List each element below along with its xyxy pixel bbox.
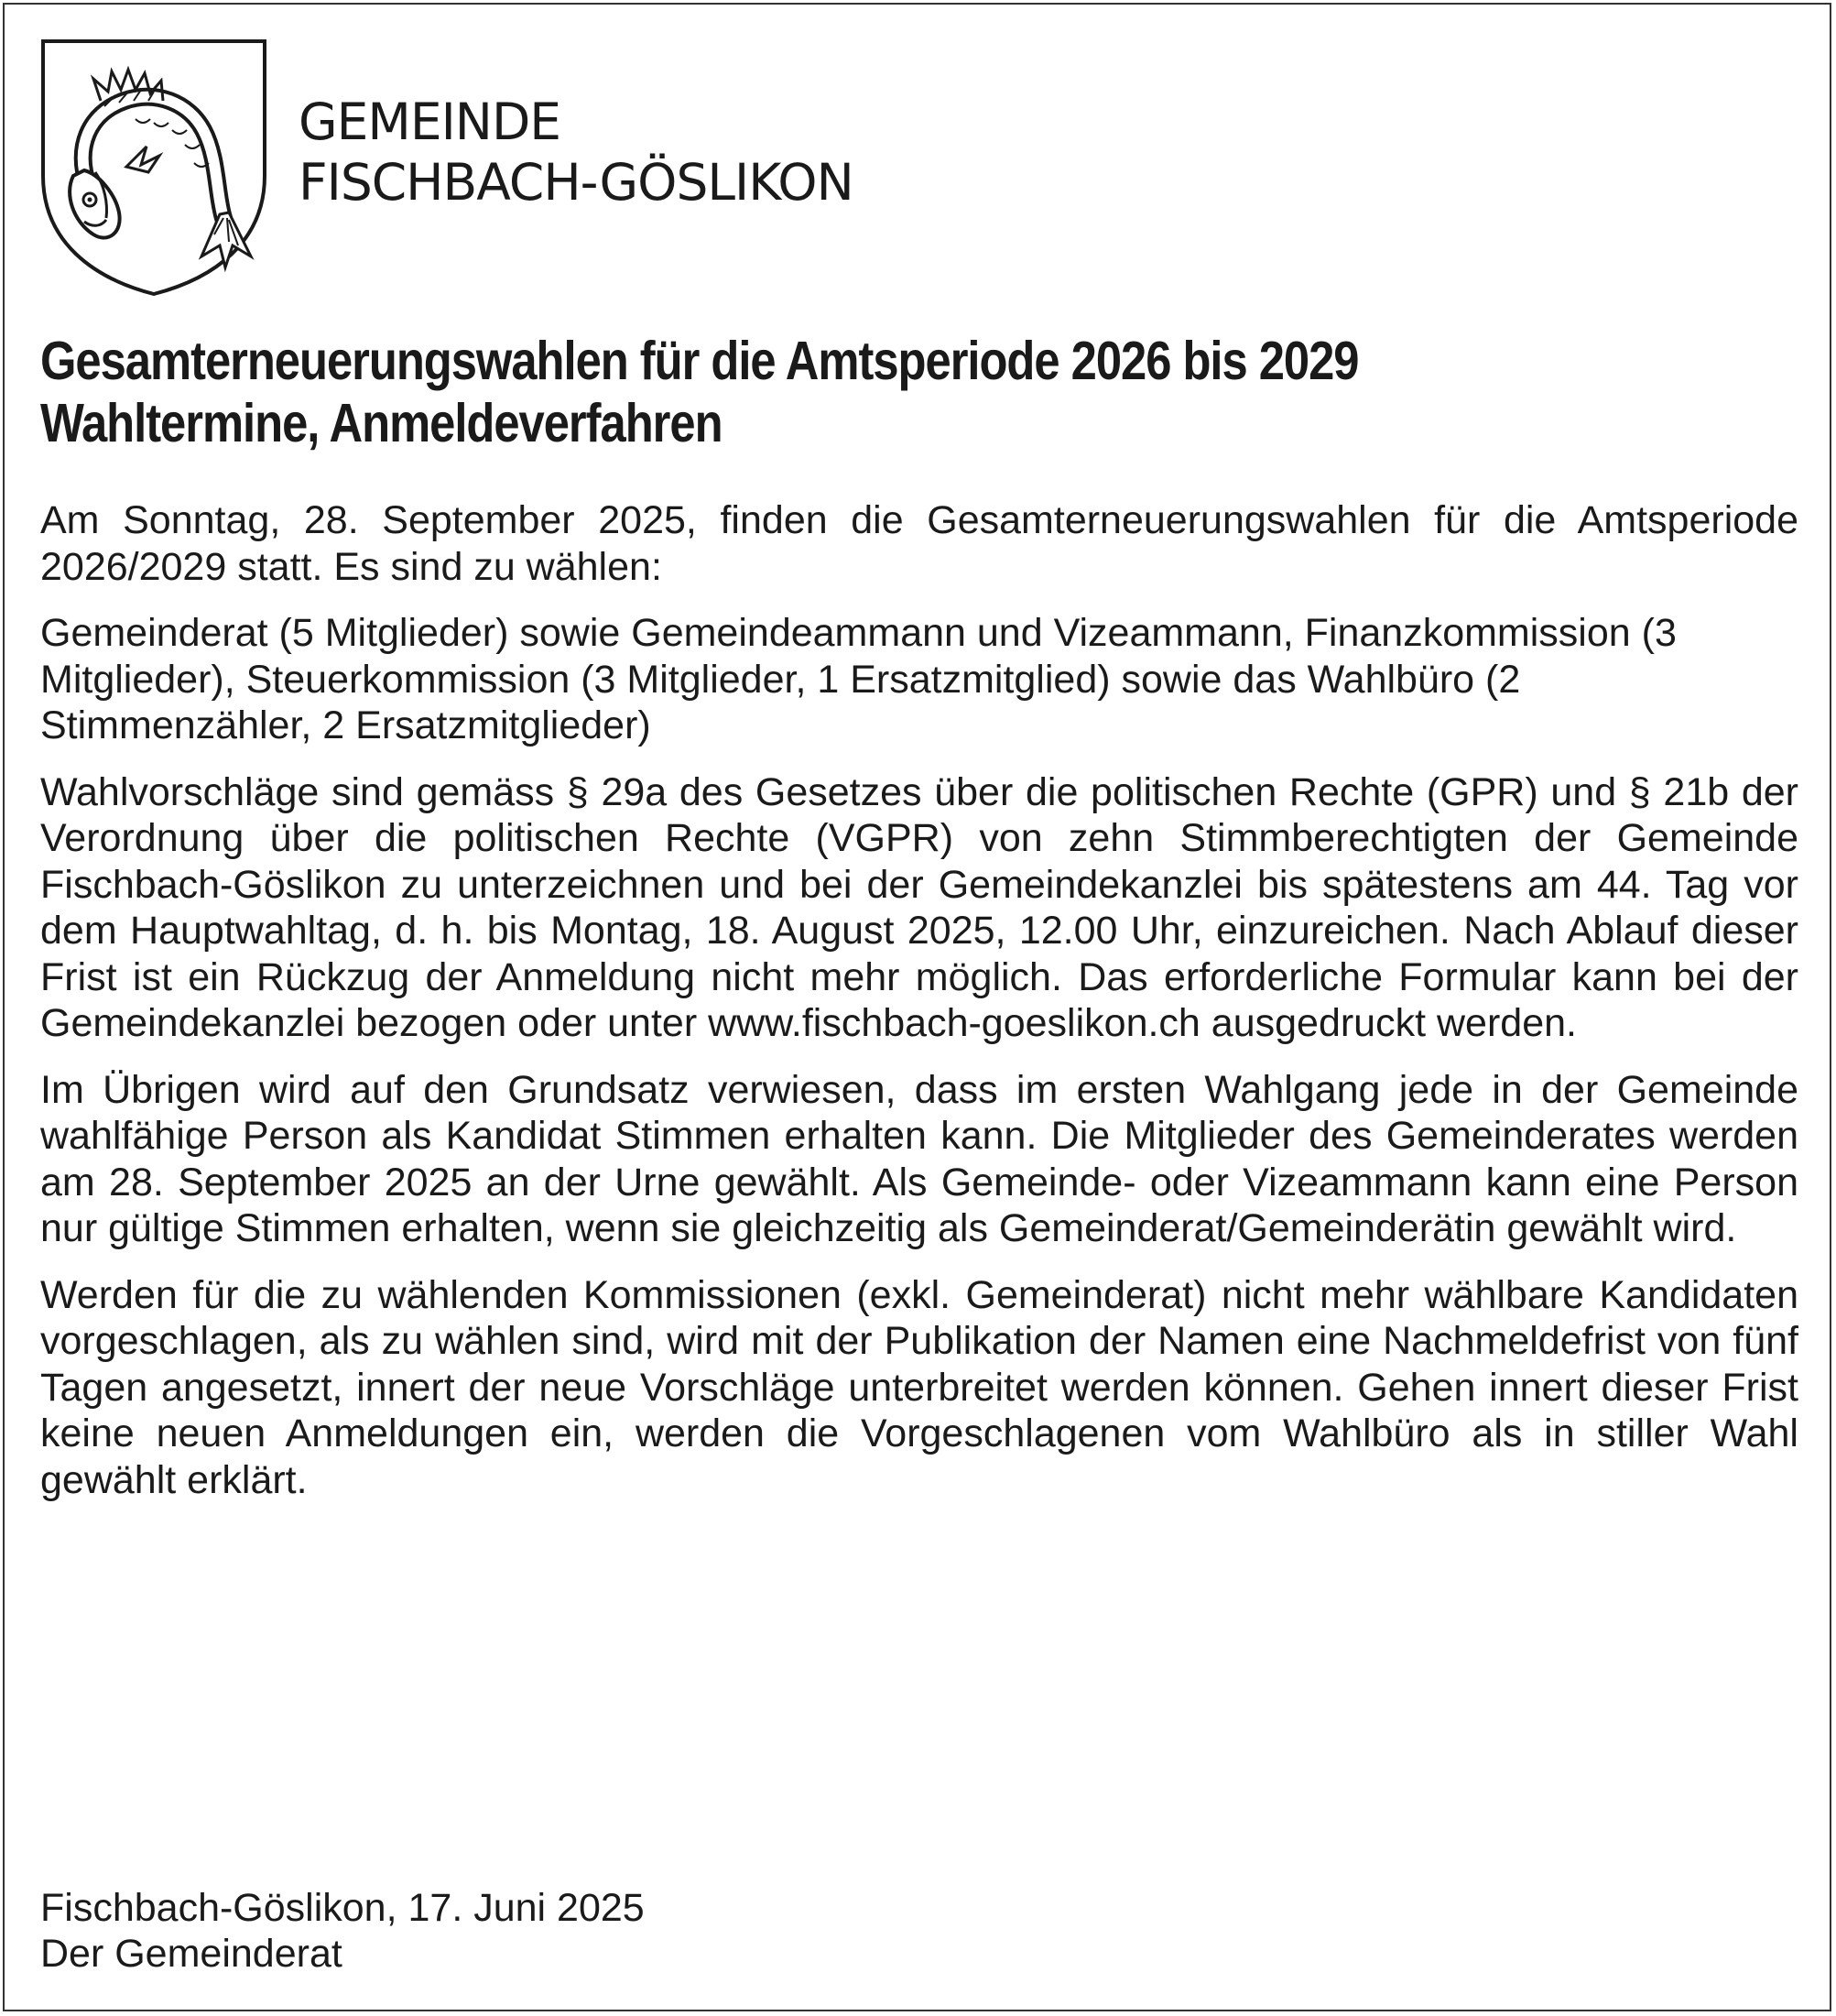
signer: Der Gemeinderat: [40, 1932, 342, 1976]
title-line-2: Wahltermine, Anmeldeverfahren: [40, 393, 722, 453]
paragraph-positions: Gemeinderat (5 Mitglieder) sowie Gemeindeammann und Vizeammann, Finanzkommission (3 Mitglieder), Steuerkommission (3 Mitglieder, 1 Ersatzmitglied) sowie das Wahlbüro (2 Stimmenzähler, 2 Ersatzmitglieder): [40, 611, 1677, 747]
signature-block: [40, 1885, 645, 1977]
municipality-line-1: GEMEINDE: [299, 93, 561, 151]
paragraph-nomination-procedure: Wahlvorschläge sind gemäss § 29a des Gesetzes über die politischen Rechte (GPR) und § 21b der Verordnung über die politischen Rechte (VGPR) von zehn Stimmberechtigten der Gemeinde Fischbach-Göslikon zu unterzeichnen und bei der Gemeindekanzlei bis spätestens am 44. Tag vor dem Hauptwahltag, d. h. bis Montag, 18. August 2025, 12.00 Uhr, einzureichen. Nach Ablauf dieser Frist ist ein Rückzug der Anmeldung nicht mehr möglich. Das erforderliche Formular kann bei der Gemeindekanzlei bezogen oder unter www.fischbach-goeslikon.ch ausgedruckt werden.: [40, 769, 1798, 1045]
paragraph-election-date: Am Sonntag, 28. September 2025, finden die Gesamterneuerungswahlen für die Amtsperiode 2026/2029 statt. Es sind zu wählen:: [40, 498, 1798, 589]
municipality-name: [299, 92, 853, 212]
coat-of-arms-fish-icon: [40, 38, 267, 297]
notice-body: [40, 497, 1798, 1523]
place-date: Fischbach-Göslikon, 17. Juni 2025: [40, 1886, 645, 1930]
paragraph-eligibility: Im Übrigen wird auf den Grundsatz verwiesen, dass im ersten Wahlgang jede in der Gemeinde wahlfähige Person als Kandidat Stimmen erhalten kann. Die Mitglieder des Gemeinderates werden am 28. September 2025 an der Urne gewählt. Als Gemeinde- oder Vizeammann kann eine Person nur gültige Stimmen erhalten, wenn sie gleichzeitig als Gemeinderat/Gemeinderätin gewählt wird.: [40, 1067, 1798, 1250]
title-line-1: Gesamterneuerungswahlen für die Amtsperiode 2026 bis 2029: [40, 331, 1359, 391]
notice-title: [40, 330, 1798, 454]
paragraph-late-nominations: Werden für die zu wählenden Kommissionen (exkl. Gemeinderat) nicht mehr wählbare Kandidaten vorgeschlagen, als zu wählen sind, wird mit der Publikation der Namen eine Nachmeldefrist von fünf Tagen angesetzt, innert der neue Vorschläge unterbreitet werden können. Gehen innert dieser Frist keine neuen Anmeldungen ein, werden die Vorgeschlagenen vom Wahlbüro als in stiller Wahl gewählt erklärt.: [40, 1272, 1798, 1502]
municipality-line-2: FISCHBACH-GÖSLIKON: [299, 153, 853, 212]
